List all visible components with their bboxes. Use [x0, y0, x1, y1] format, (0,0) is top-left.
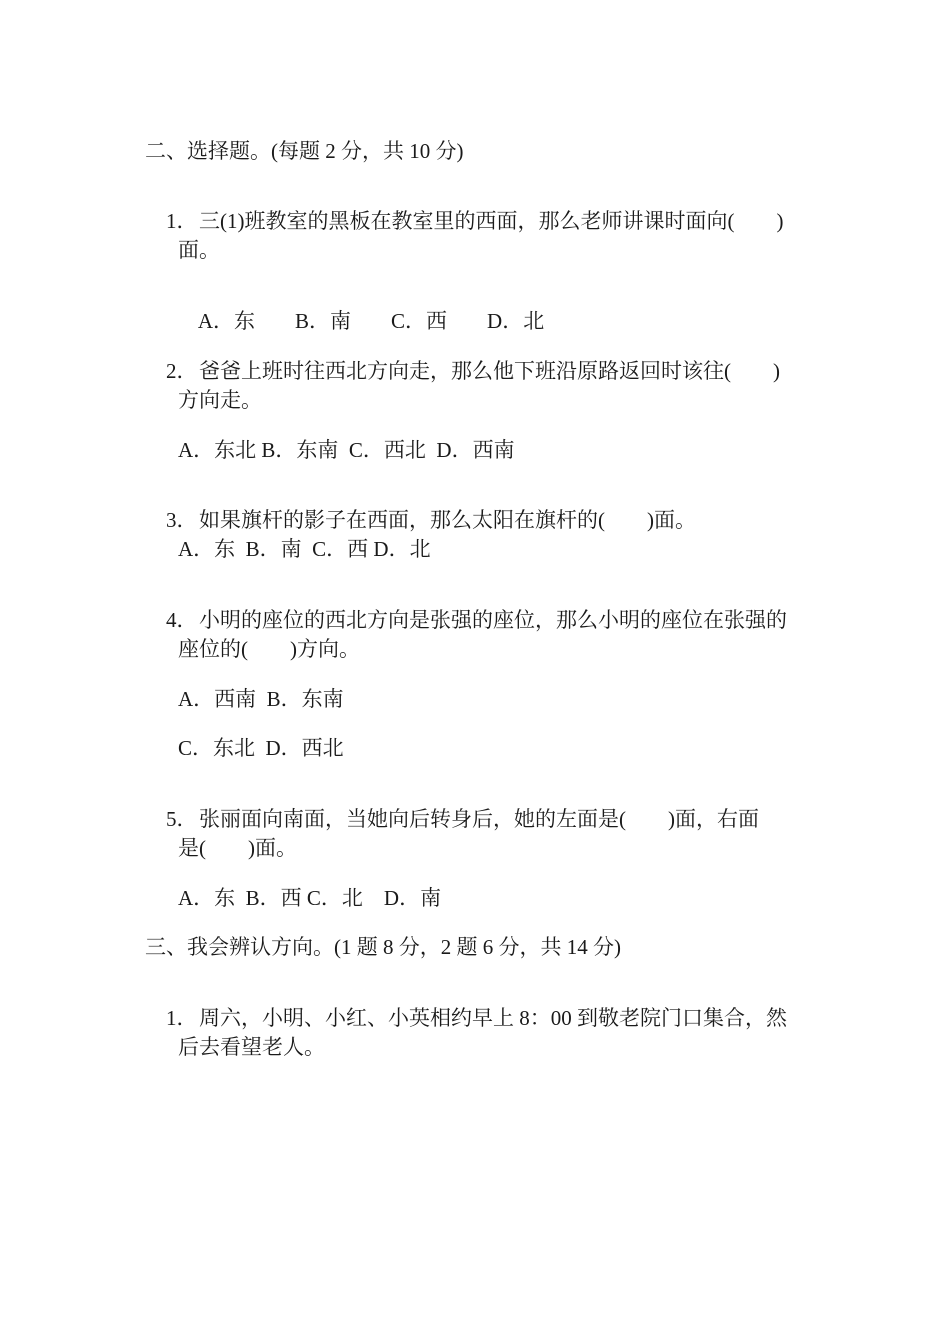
question-1-continuation: 面。 — [178, 238, 220, 262]
question-text: 三(1)班教室的黑板在教室里的西面，那么老师讲课时面向( ) — [199, 209, 784, 233]
question-text: 小明的座位的西北方向是张强的座位，那么小明的座位在张强的 — [199, 608, 787, 632]
question-number: 5． — [166, 807, 198, 831]
question-5-options: A．东 B．西 C．北 D．南 — [178, 886, 442, 910]
question-2-options: A．东北 B．东南 C．西北 D．西南 — [178, 438, 515, 462]
section-title-direction: 三、我会辨认方向。(1 题 8 分，2 题 6 分，共 14 分) — [145, 935, 621, 959]
option-a: A．东 — [197, 309, 256, 333]
question-text: 周六，小明、小红、小英相约早上 8：00 到敬老院门口集合，然 — [199, 1006, 787, 1030]
question-text: 张丽面向南面，当她向后转身后，她的左面是( )面，右面 — [199, 807, 759, 831]
direction-question-1-continuation: 后去看望老人。 — [178, 1035, 325, 1059]
question-5-continuation: 是( )面。 — [178, 836, 297, 860]
question-1 — [145, 190, 783, 253]
question-number: 1． — [166, 209, 198, 233]
question-text: 如果旗杆的影子在西面，那么太阳在旗杆的( )面。 — [199, 508, 696, 532]
section-title-choice: 二、选择题。(每题 2 分，共 10 分) — [145, 139, 464, 163]
question-number: 3． — [166, 508, 198, 532]
option-c: C．西 — [391, 309, 448, 333]
question-2-continuation: 方向走。 — [178, 388, 262, 412]
question-3-options: A．东 B．南 C．西 D．北 — [178, 537, 431, 561]
option-b: B．南 — [295, 309, 352, 333]
option-d: D．北 — [487, 309, 545, 333]
question-4-options-row-1: A．西南 B．东南 — [178, 687, 344, 711]
question-number: 2． — [166, 359, 198, 383]
question-number: 4． — [166, 608, 198, 632]
question-4-continuation: 座位的( )方向。 — [178, 637, 360, 661]
question-number: 1． — [166, 1006, 198, 1030]
question-4-options-row-2: C．东北 D．西北 — [178, 736, 344, 760]
question-text: 爸爸上班时往西北方向走，那么他下班沿原路返回时该往( ) — [199, 359, 780, 383]
